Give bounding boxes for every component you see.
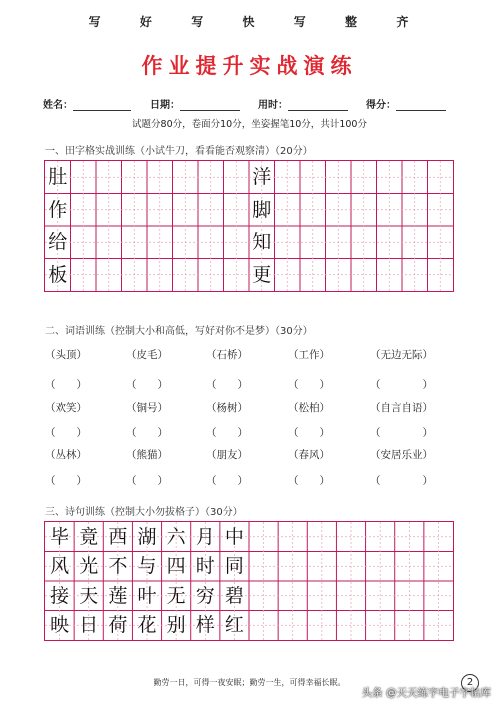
- word-prompt: （朋友）: [206, 449, 248, 461]
- word-prompt: （安居乐业）: [370, 449, 433, 461]
- motto-char: 齐: [396, 15, 411, 29]
- word-blank[interactable]: （ ）: [126, 427, 168, 439]
- grid-char: 肚: [48, 166, 68, 189]
- date-label: 日期：: [150, 100, 180, 111]
- grid-char: 样: [195, 614, 215, 637]
- motto-char: 整: [345, 15, 360, 29]
- motto-char: 写: [191, 15, 206, 29]
- grid-char: 作: [48, 198, 68, 221]
- section2-title: 二、词语训练（控制大小和高低，写好对你不是梦）（30分）: [45, 326, 313, 337]
- word-prompt: （春风）: [288, 449, 330, 461]
- grid-char: 洋: [252, 166, 272, 189]
- motto-char: 快: [242, 15, 257, 29]
- grid-char: 红: [224, 614, 244, 637]
- grid-char: 无: [166, 584, 186, 607]
- grid-char: 脚: [252, 198, 272, 221]
- grid-char: 六: [166, 525, 186, 548]
- grid-char: 知: [252, 231, 272, 254]
- grid-char: 天: [79, 584, 99, 607]
- grid-char: 光: [79, 555, 99, 578]
- word-blank[interactable]: （ ）: [206, 379, 248, 391]
- section1-title: 一、田字格实战训练（小试牛刀，看看能否观察清）（20分）: [45, 146, 313, 157]
- grid-char: 毕: [50, 525, 70, 548]
- motto-char: 写: [88, 15, 103, 29]
- grid-char: 板: [48, 263, 68, 286]
- grid-char: 莲: [108, 584, 128, 607]
- grid-char: 穷: [195, 584, 215, 607]
- grid-char: 映: [50, 614, 70, 637]
- name-field[interactable]: [43, 96, 131, 112]
- grid-char: 西: [108, 525, 128, 548]
- grid-char: 同: [224, 555, 244, 578]
- section3-title: 三、诗句训练（控制大小勿拔格子）（30分）: [45, 507, 243, 518]
- grid-char: 接: [50, 584, 70, 607]
- word-blank[interactable]: （ ）: [288, 379, 330, 391]
- grid-char: 更: [252, 263, 272, 286]
- word-blank[interactable]: （ ）: [288, 427, 330, 439]
- word-blank[interactable]: （ ）: [126, 475, 168, 487]
- page-number: 2: [461, 674, 479, 692]
- word-blank[interactable]: （ ）: [126, 379, 168, 391]
- tian-grid-section1[interactable]: [44, 160, 454, 292]
- score-field[interactable]: [366, 96, 446, 112]
- grid-char: 中: [224, 525, 244, 548]
- grid-char: 竟: [79, 525, 99, 548]
- grid-char: 风: [50, 555, 70, 578]
- word-prompt: （石桥）: [206, 349, 248, 361]
- word-prompt: （皮毛）: [126, 349, 168, 361]
- word-prompt: （松柏）: [288, 402, 330, 414]
- watermark: 头条 @天天练字电子字帖库: [361, 687, 491, 699]
- word-prompt: （杨树）: [206, 402, 248, 414]
- grid-char: 四: [166, 555, 186, 578]
- word-blank[interactable]: （ ）: [370, 427, 433, 439]
- grid-char: 不: [108, 555, 128, 578]
- grid-char: 给: [48, 231, 68, 254]
- grid-char: 花: [137, 614, 157, 637]
- footer-motto: 勤劳一日，可得一夜安眠；勤劳一生，可得幸福长眠。: [153, 678, 346, 687]
- tian-grid-section3[interactable]: [44, 521, 454, 641]
- word-prompt: （头顶）: [45, 349, 87, 361]
- word-blank[interactable]: （ ）: [206, 427, 248, 439]
- motto-char: 好: [139, 15, 154, 29]
- word-blank[interactable]: （ ）: [206, 475, 248, 487]
- time-label: 用时：: [258, 100, 288, 111]
- word-blank[interactable]: （ ）: [370, 475, 433, 487]
- score-label: 得分：: [366, 100, 396, 111]
- date-field[interactable]: [150, 96, 240, 112]
- word-blank[interactable]: （ ）: [45, 427, 87, 439]
- word-prompt: （工作）: [288, 349, 330, 361]
- grid-char: 湖: [137, 525, 157, 548]
- word-blank[interactable]: （ ）: [45, 379, 87, 391]
- grid-char: 碧: [224, 584, 244, 607]
- grid-char: 时: [195, 555, 215, 578]
- word-prompt: （铜号）: [126, 402, 168, 414]
- grid-char: 月: [195, 525, 215, 548]
- motto-char: 写: [293, 15, 308, 29]
- grid-char: 与: [137, 555, 157, 578]
- scoring-note: 试题分80分，卷面分10分，坐姿握笔10分，共计100分: [132, 119, 367, 130]
- grid-char: 别: [166, 614, 186, 637]
- time-field[interactable]: [258, 96, 348, 112]
- word-blank[interactable]: （ ）: [45, 475, 87, 487]
- word-prompt: （欢笑）: [45, 402, 87, 414]
- page-title: 作业提升实战演练: [141, 54, 358, 78]
- grid-char: 荷: [108, 614, 128, 637]
- name-label: 姓名：: [43, 100, 73, 111]
- grid-char: 日: [79, 614, 99, 637]
- word-blank[interactable]: （ ）: [370, 379, 433, 391]
- word-prompt: （无边无际）: [370, 349, 433, 361]
- word-prompt: （自言自语）: [370, 402, 433, 414]
- grid-char: 叶: [137, 584, 157, 607]
- top-motto: [0, 13, 499, 33]
- word-prompt: （丛林）: [45, 449, 87, 461]
- word-prompt: （熊猫）: [126, 449, 168, 461]
- word-blank[interactable]: （ ）: [288, 475, 330, 487]
